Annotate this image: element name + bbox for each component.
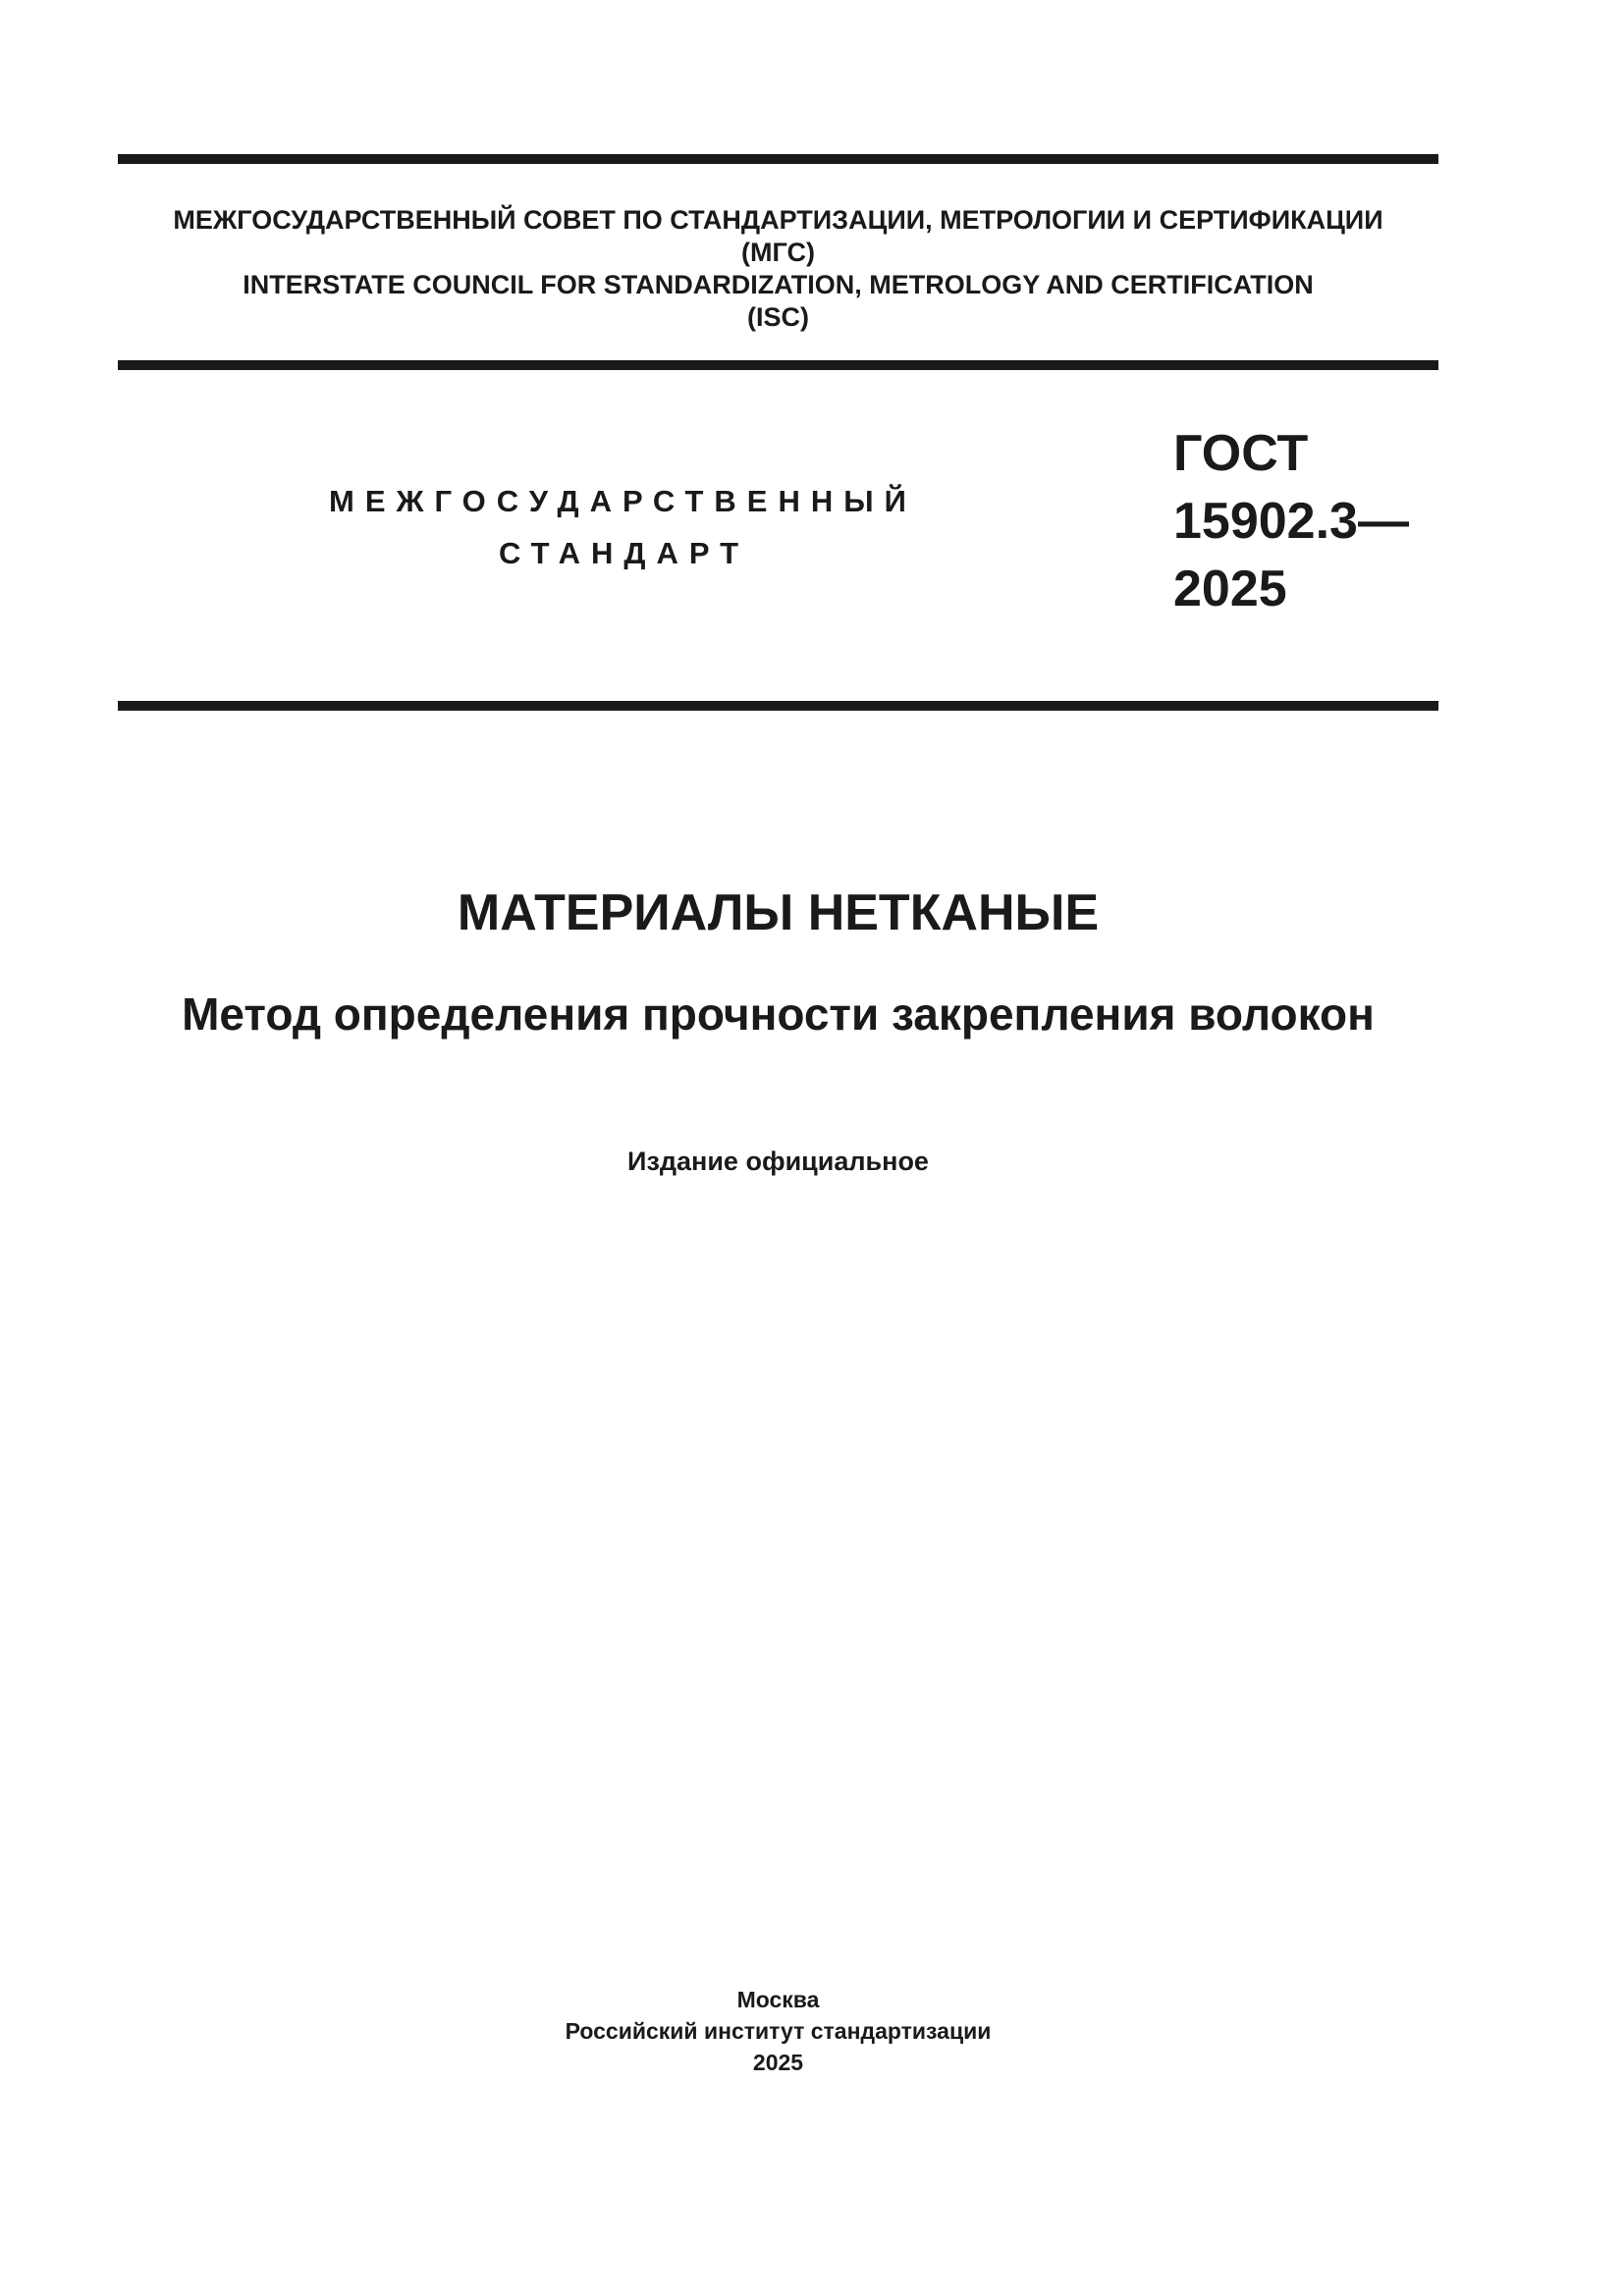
document-subtitle: Метод определения прочности закрепления волокон <box>182 988 1375 1040</box>
top-divider <box>118 154 1438 164</box>
council-header <box>118 204 1438 334</box>
header-divider <box>118 360 1438 370</box>
council-abbr-en: (ISC) <box>747 302 809 332</box>
document-title: МАТЕРИАЛЫ НЕТКАНЫЕ <box>457 884 1100 941</box>
designation-prefix: ГОСТ <box>1173 425 1309 482</box>
standard-type-line-2: СТАНДАРТ <box>499 536 750 570</box>
standard-designation <box>1173 420 1409 623</box>
publisher-imprint <box>118 1984 1438 2078</box>
edition-note: Издание официальное <box>627 1147 929 1176</box>
imprint-city: Москва <box>736 1987 820 2012</box>
council-name-en: INTERSTATE COUNCIL FOR STANDARDIZATION, METROLOGY AND CERTIFICATION <box>243 270 1314 299</box>
imprint-year: 2025 <box>752 2050 804 2075</box>
imprint-publisher: Российский институт стандартизации <box>565 2018 992 2044</box>
standard-type-line-1: МЕЖГОСУДАРСТВЕННЫЙ <box>329 484 917 518</box>
designation-divider <box>118 701 1438 711</box>
designation-number: 15902.3— <box>1173 493 1409 550</box>
council-abbr-ru: (МГС) <box>741 238 815 267</box>
designation-year: 2025 <box>1173 561 1287 617</box>
council-name-ru: МЕЖГОСУДАРСТВЕННЫЙ СОВЕТ ПО СТАНДАРТИЗАЦИИ, МЕТРОЛОГИИ И СЕРТИФИКАЦИИ <box>173 205 1383 235</box>
